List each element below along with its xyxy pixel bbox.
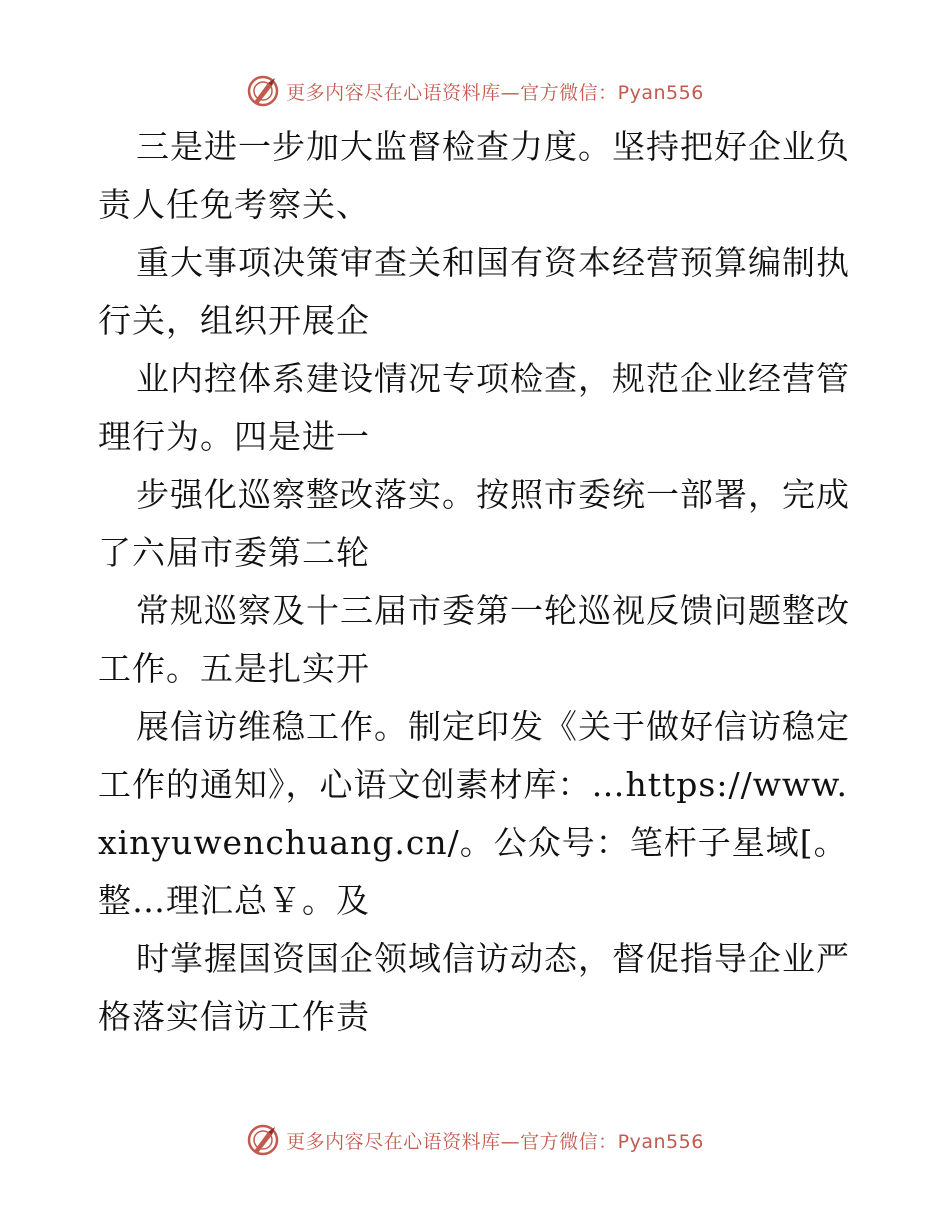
paragraph-7: 时掌握国资国企领域信访动态，督促指导企业严格落实信访工作责 bbox=[98, 939, 850, 1036]
footer-watermark-banner bbox=[0, 1120, 950, 1160]
header-watermark-text: 更多内容尽在心语资料库—官方微信：Pyan556 bbox=[286, 81, 704, 104]
paragraph-5: 常规巡察及十三届市委第一轮巡视反馈问题整改工作。五是扎实开 bbox=[98, 591, 850, 688]
feather-pen-logo-icon bbox=[246, 74, 280, 108]
paragraph-3: 业内控体系建设情况专项检查，规范企业经营管理行为。四是进一 bbox=[98, 359, 850, 456]
paragraph-4: 步强化巡察整改落实。按照市委统一部署，完成了六届市委第二轮 bbox=[98, 475, 850, 572]
header-watermark-banner bbox=[0, 71, 950, 111]
document-body bbox=[98, 118, 858, 1046]
footer-watermark-text: 更多内容尽在心语资料库—官方微信：Pyan556 bbox=[286, 1130, 704, 1153]
paragraph-2: 重大事项决策审查关和国有资本经营预算编制执行关，组织开展企 bbox=[98, 243, 850, 340]
paragraph-1: 三是进一步加大监督检查力度。坚持把好企业负责人任免考察关、 bbox=[98, 127, 850, 224]
paragraph-6: 展信访维稳工作。制定印发《关于做好信访稳定工作的通知》，心语文创素材库：…https://www.xinyuwenchuang.cn/。公众号：笔杆子星域[。整…理汇总￥。及 bbox=[98, 707, 850, 920]
feather-pen-logo-icon bbox=[246, 1123, 280, 1157]
